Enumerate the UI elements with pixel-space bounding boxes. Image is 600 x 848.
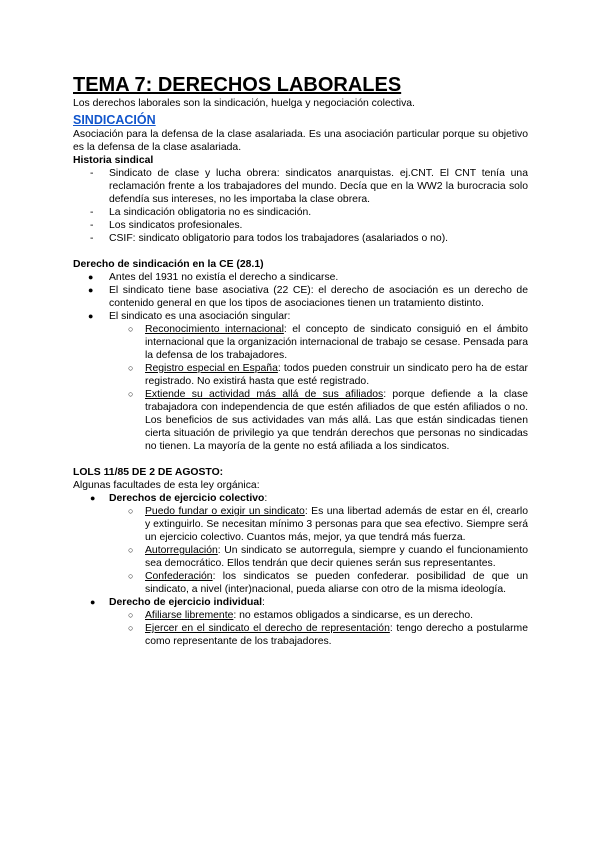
list-item: ○ Extiende su actividad más allá de sus afiliados: porque defiende a la clase trabajadora con independencia de que estén afiliados de que estén afiliados o no. Los beneficios de sus actividades van más allá. Las que están sindicadas tienen cierta situación de privilegio ya que tendrán derechos que personas no sindicadas no tienen. La mayoría de la gente no está afiliada a los sindicatos. [128,389,528,452]
circle-bullet-icon: ○ [128,363,134,373]
lols-list-2 [73,596,528,609]
circle-bullet-icon: ○ [128,545,134,555]
derecho-sindicacion-heading: Derecho de sindicación en la CE (28.1) [73,259,264,270]
page-title: TEMA 7: DERECHOS LABORALES [73,74,402,96]
list-item: ● El sindicato tiene base asociativa (22 CE): el derecho de asociación es un derecho de contenido general en que los tipos de asociaciones tienen un tratamiento distinto. [88,285,528,309]
bullet-icon: ● [88,311,94,321]
list-item: ● Derecho de ejercicio individual: [90,597,265,608]
list-item: ○ Ejercer en el sindicato el derecho de representación: tengo derecho a postularme como representante de los trabajadores. [128,623,528,647]
lols-heading: LOLS 11/85 DE 2 DE AGOSTO: [73,467,224,478]
circle-bullet-icon: ○ [128,571,134,581]
bullet-icon: ● [88,272,94,282]
list-item: - CSIF: sindicato obligatorio para todos los trabajadores (asalariados o no). [90,233,449,244]
historia-heading: Historia sindical [73,155,154,166]
circle-bullet-icon: ○ [128,506,134,516]
list-item: ○ Puedo fundar o exigir un sindicato: Es una libertad además de estar en él, crearlo y extinguirlo. Se necesitan mínimo 3 personas para que sea efectivo. Siempre será un ejercicio colectivo. Cuantos más, mejor, ya que tendrá más fuerza. [128,506,529,543]
bullet-icon: ● [90,597,96,607]
bullet-icon: ● [90,493,96,503]
colectivo-list [109,505,528,596]
list-item: - Los sindicatos profesionales. [90,220,243,231]
dash-bullet: - [90,168,94,179]
list-item: ○ Autorregulación: Un sindicato se autorregula, siempre y cuando el funcionamiento sea democrático. Ellos tendrán que decir quienes serán sus representantes. [128,545,528,569]
circle-bullet-icon: ○ [128,623,134,633]
singular-list [109,323,528,453]
dash-bullet: - [90,207,94,218]
bullet-icon: ● [88,285,94,295]
list-item: ● El sindicato es una asociación singular: [88,311,291,322]
list-item: - La sindicación obligatoria no es sindicación. [90,207,312,218]
lols-subtitle: Algunas facultades de esta ley orgánica: [73,480,260,491]
document-page [73,73,528,648]
circle-bullet-icon: ○ [128,389,134,399]
lols-list [73,492,528,505]
intro-text: Los derechos laborales son la sindicación, huelga y negociación colectiva. [73,98,415,109]
individual-list [109,609,528,648]
list-item: ○ Registro especial en España: todos pueden construir un sindicato pero ha de estar registrado. No existirá hasta que esté registrado. [128,363,528,387]
derecho-list [73,271,528,323]
list-item: ○ Reconocimiento internacional: el concepto de sindicato consiguió en el ámbito internacional que la organización internacional de trabajo se cesase. Pensada para la defensa de los trabajadores. [128,324,529,361]
circle-bullet-icon: ○ [128,610,134,620]
circle-bullet-icon: ○ [128,324,134,334]
list-item: ○ Confederación: los sindicatos se pueden confederar. posibilidad de que un sindicato, a nivel (inter)nacional, pueda aliarse con otro de la misma ideología. [128,571,528,595]
section-heading-sindicacion: SINDICACIÓN [73,113,156,127]
list-item: ● Derechos de ejercicio colectivo: [90,493,268,504]
dash-bullet: - [90,233,94,244]
list-item: - Sindicato de clase y lucha obrera: sindicatos anarquistas. ej.CNT. El CNT tenía una reclamación frente a los trabajadores del mundo. Decía que en la WW2 la burocracia solo defendía sus intereses, no les importaba la clase obrera. [90,168,528,205]
list-item: ● Antes del 1931 no existía el derecho a sindicarse. [88,272,339,283]
dash-bullet: - [90,220,94,231]
historia-list [73,167,528,245]
list-item: ○ Afiliarse libremente: no estamos obligados a sindicarse, es un derecho. [128,610,474,621]
sindicacion-definition: Asociación para la defensa de la clase asalariada. Es una asociación particular porque su objetivo es la defensa de la clase asalariada. [73,129,528,153]
